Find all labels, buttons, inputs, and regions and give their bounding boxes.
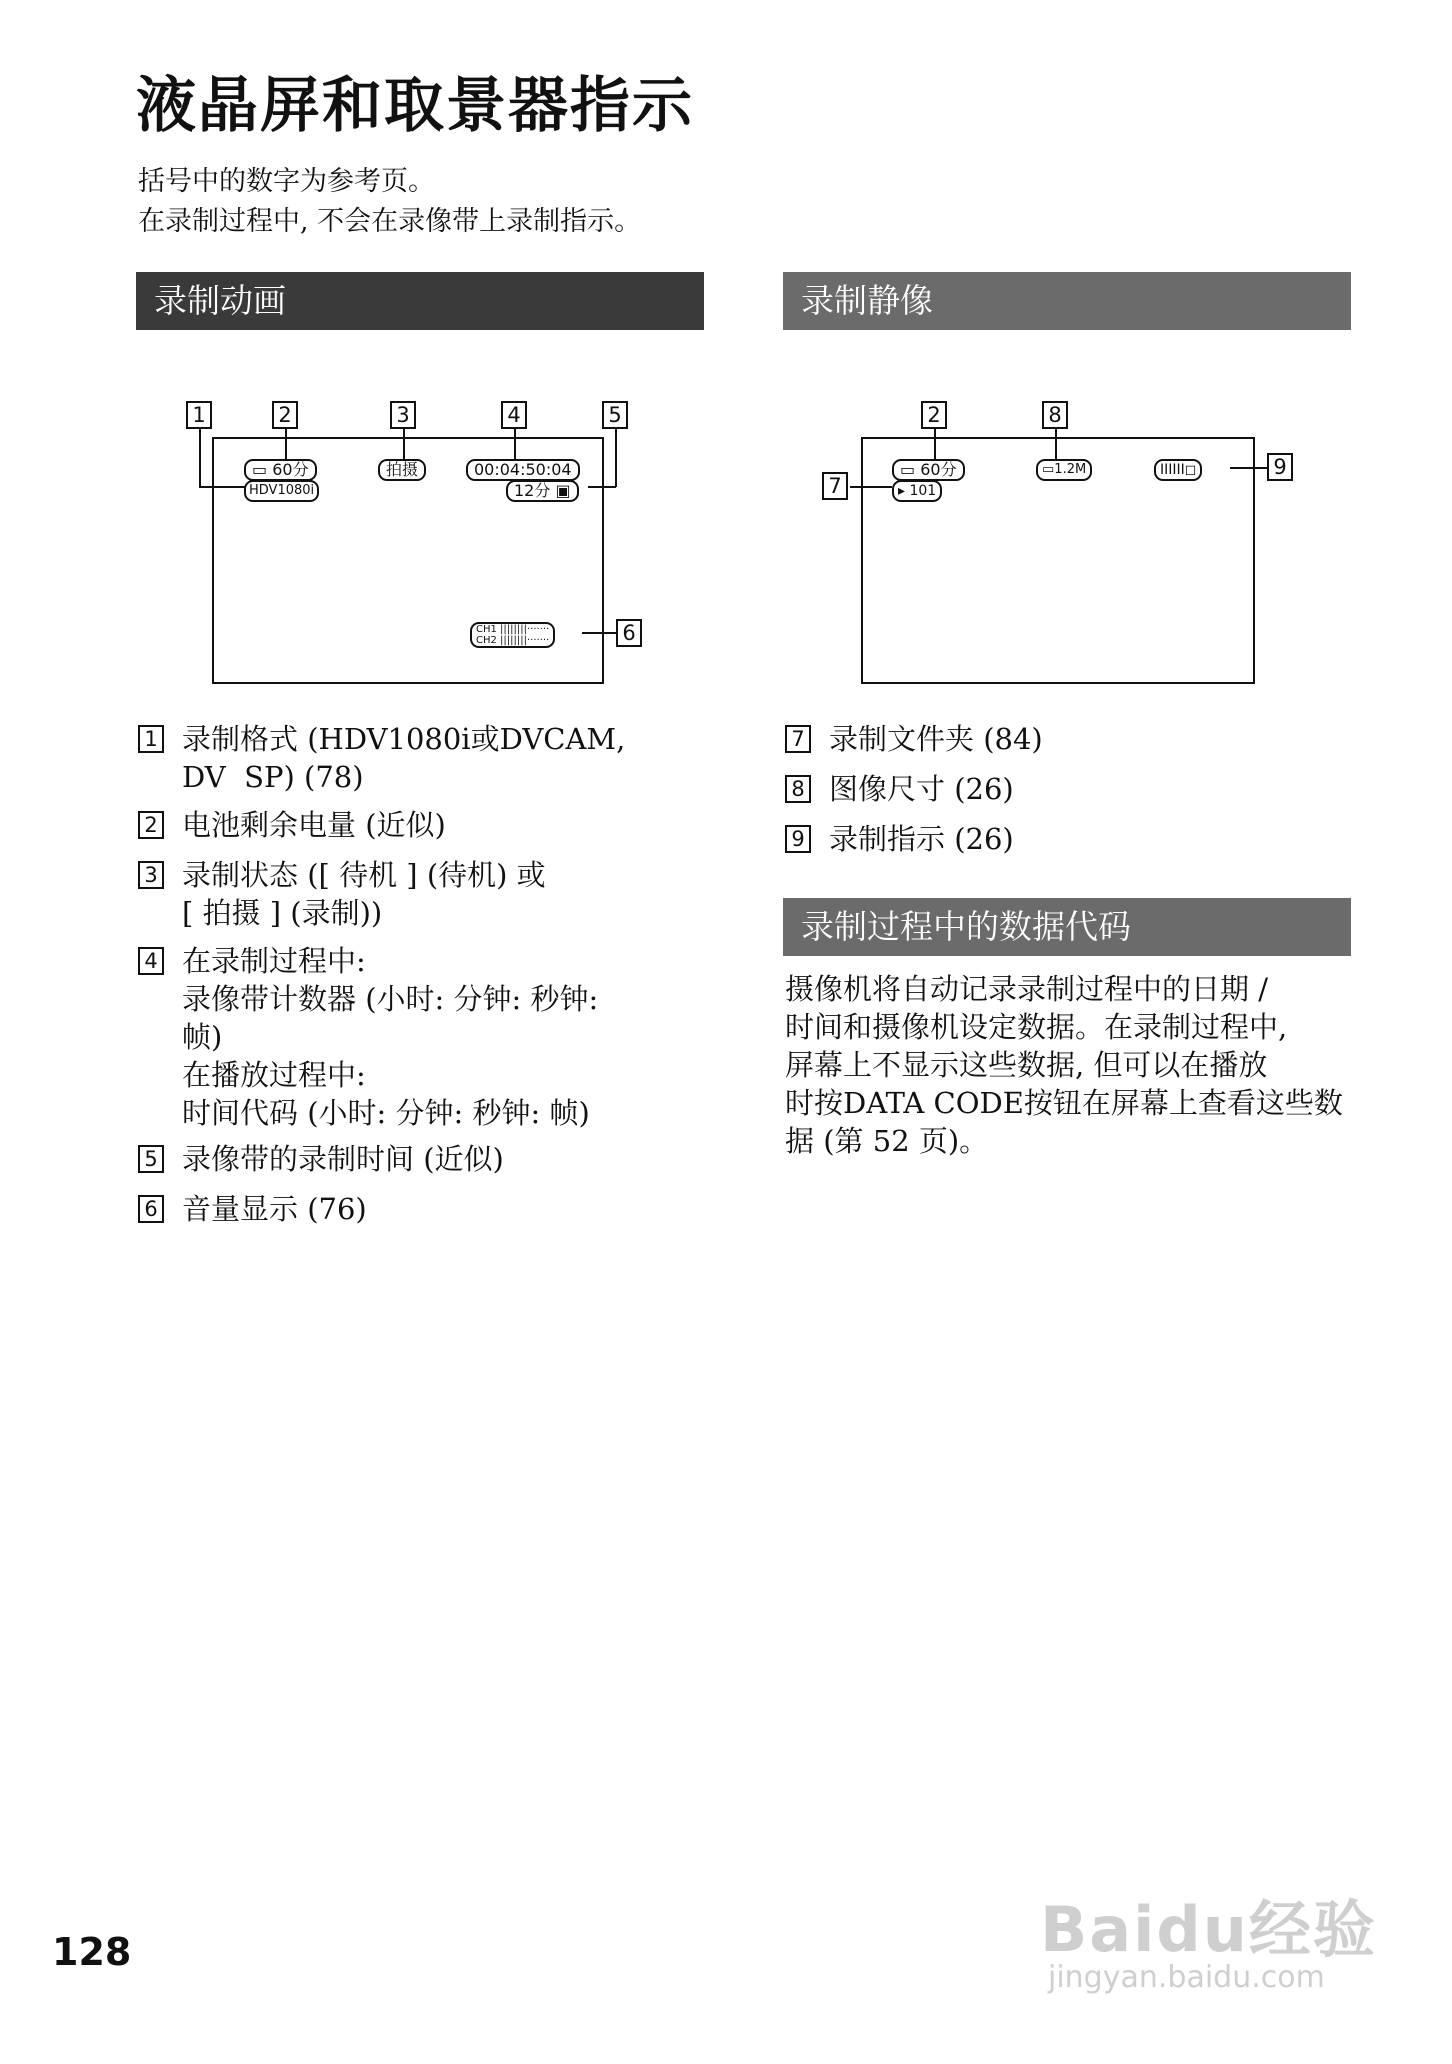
callout-2-still: 2 [921, 401, 947, 429]
leader-line-5 [615, 429, 617, 487]
callout-7: 7 [822, 472, 848, 500]
item-text: 图像尺寸 (26) [829, 772, 1014, 806]
item-number: 3 [138, 861, 164, 889]
callout-9: 9 [1267, 453, 1293, 481]
item-text: 录制状态 ([ 待机 ] (待机) 或 [ 拍摄 ] (录制)) [182, 858, 546, 930]
leader-line-2-still [934, 429, 936, 459]
audio-level-indicator: CH1 ||||||||······· CH2 ||||||||······· [470, 622, 555, 648]
format-indicator: HDV1080i [244, 480, 319, 502]
paragraph-line: 据 (第 52 页)。 [785, 1124, 989, 1158]
tape-remaining: 12分 [514, 481, 551, 500]
baidu-watermark [1040, 1850, 1380, 2010]
play-icon: ▸ [898, 483, 906, 499]
page-number: 128 [52, 1930, 132, 1974]
leader-line-7 [850, 486, 892, 488]
audio-ch1-label: CH1 [476, 624, 497, 635]
image-size-icon: ▭ [1042, 462, 1055, 477]
leader-line-5h [588, 486, 616, 488]
leader-line-8 [1055, 429, 1057, 459]
tape-remaining-indicator [506, 480, 579, 502]
recording-status-indicator: 拍摄 [378, 459, 426, 481]
intro-text [138, 162, 641, 242]
leader-line-1 [199, 429, 201, 487]
paragraph-line: 时间和摄像机设定数据。在录制过程中, [785, 1010, 1288, 1044]
item-number: 9 [785, 825, 811, 853]
paragraph-line: 屏幕上不显示这些数据, 但可以在播放 [785, 1048, 1268, 1082]
watermark-logo: Baidu经验 [1040, 1893, 1377, 1966]
page-title: 液晶屏和取景器指示 [136, 71, 694, 141]
item-text: 电池剩余电量 (近似) [182, 808, 446, 842]
leader-line-2 [285, 429, 287, 459]
paragraph-line: 摄像机将自动记录录制过程中的日期 / [785, 972, 1268, 1006]
item-number: 5 [138, 1145, 164, 1173]
item-text: 录制指示 (26) [829, 822, 1014, 856]
callout-5: 5 [602, 401, 628, 429]
paragraph-line: 时按DATA CODE按钮在屏幕上查看这些数 [785, 1086, 1343, 1120]
data-code-paragraph [785, 970, 1355, 1160]
item-text: 录制文件夹 (84) [829, 722, 1043, 756]
item-text: 录制格式 (HDV1080i或DVCAM, DV SP) (78) [182, 722, 626, 794]
image-size-value: 1.2M [1054, 462, 1087, 477]
item-number: 1 [138, 725, 164, 753]
audio-ch2-label: CH2 [476, 635, 497, 646]
callout-6: 6 [616, 619, 642, 647]
leader-line-9 [1230, 467, 1267, 469]
intro-line-1: 括号中的数字为参考页。 [138, 166, 435, 197]
leader-line-6 [582, 632, 616, 634]
callout-2: 2 [272, 401, 298, 429]
watermark-url: jingyan.baidu.com [1048, 1960, 1325, 1995]
section-header-data-code: 录制过程中的数据代码 [783, 898, 1351, 956]
item-number: 6 [138, 1195, 164, 1223]
callout-1: 1 [186, 401, 212, 429]
battery-icon-still: ▭ [900, 460, 916, 479]
folder-number: 101 [909, 483, 937, 499]
leader-line-4 [514, 429, 516, 459]
battery-indicator [244, 459, 317, 481]
intro-line-2: 在录制过程中, 不会在录像带上录制指示。 [138, 206, 642, 237]
item-text: 音量显示 (76) [182, 1192, 367, 1226]
leader-line-3 [403, 429, 405, 459]
callout-4: 4 [501, 401, 527, 429]
leader-line-1h [199, 486, 245, 488]
folder-indicator [892, 480, 942, 502]
battery-remaining-still: 60分 [920, 460, 957, 479]
battery-indicator-still [892, 459, 965, 481]
recording-bars-icon: IIIIII◻ [1160, 462, 1197, 478]
section-header-still: 录制静像 [783, 272, 1351, 330]
callout-3: 3 [390, 401, 416, 429]
recording-indicator-still [1154, 459, 1202, 481]
item-number: 7 [785, 725, 811, 753]
item-number: 2 [138, 811, 164, 839]
tape-icon: ▣ [555, 481, 571, 500]
section-header-movie: 录制动画 [136, 272, 704, 330]
callout-8: 8 [1042, 401, 1068, 429]
image-size-indicator [1036, 459, 1092, 481]
timecode-indicator: 00:04:50:04 [466, 459, 580, 481]
item-text: 在录制过程中: 录像带计数器 (小时: 分钟: 秒钟: 帧) 在播放过程中: 时间代码 (小时: 分钟: 秒钟: 帧) [182, 944, 599, 1130]
battery-icon: ▭ [252, 460, 268, 479]
item-number: 8 [785, 775, 811, 803]
item-number: 4 [138, 947, 164, 975]
battery-remaining: 60分 [272, 460, 309, 479]
item-text: 录像带的录制时间 (近似) [182, 1142, 504, 1176]
